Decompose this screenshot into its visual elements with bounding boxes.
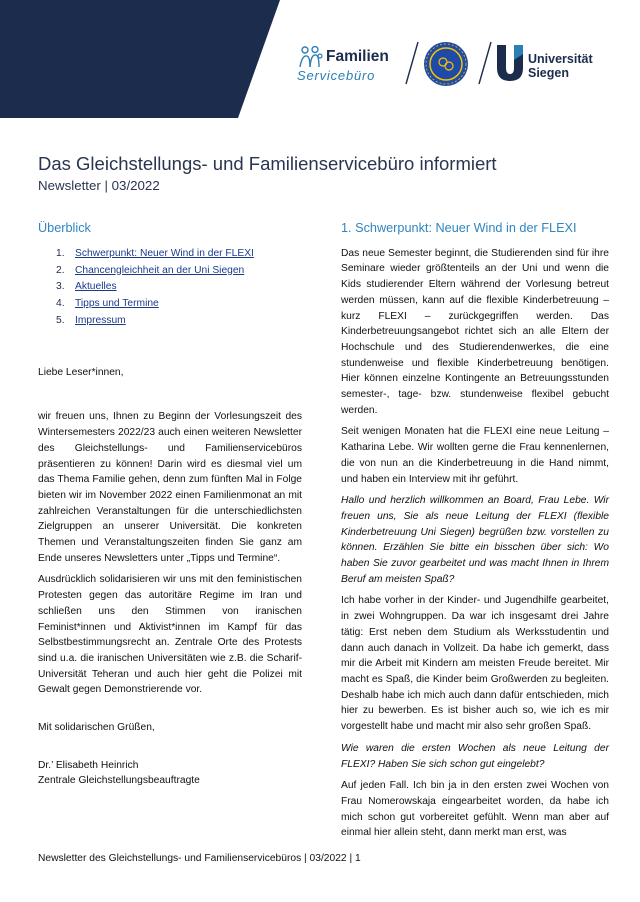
familien-logo-sub: Servicebüro bbox=[297, 68, 376, 83]
family-figures-icon bbox=[298, 46, 324, 68]
interview-question: Hallo und herzlich willkommen an Board, Frau Lebe. Wir freuen uns, Sie als neue Leitung der FLEXI (flexible Kinderbetreuung Uni Siegen) begrüßen bzw. vorstellen zu können. Erzählen Sie bitte ein bisschen über sich: Wo haben Sie zuvor gearbeitet und was macht Ihnen in Ihrem Beruf am meisten Spaß? bbox=[341, 495, 609, 585]
uni-logo-line1: Universität bbox=[528, 52, 593, 66]
article-paragraph: Das neue Semester beginnt, die Studierenden sind für ihre Seminare wieder größtenteils an der Uni und wenn die Kids studierender Eltern während der Vorlesung betreut werden müssen, kann auf die flexible Kinderbetreuung – kurz FLEXI – zurückgegriffen werden. Das Kinderbetreuungsangebot richtet sich an alle Eltern der Hochschule und des Studierendenwerkes, die eine stundenweise und flexible Kinderbetreuung benötigen. Hier können einzelne Kontingente an Betreuungsstunden semester-, tage- bzw. stundenweise flexibel gebucht werden. bbox=[341, 247, 609, 416]
header-corner-shape bbox=[0, 0, 280, 118]
header-logos bbox=[296, 38, 616, 88]
overview-item-number: 1. bbox=[56, 247, 65, 259]
overview-item-number: 4. bbox=[56, 298, 65, 310]
overview-link-schwerpunkt[interactable]: Schwerpunkt: Neuer Wind in der FLEXI bbox=[75, 247, 254, 259]
article-heading: 1. Schwerpunkt: Neuer Wind in der FLEXI bbox=[341, 221, 577, 235]
letter-paragraph: wir freuen uns, Ihnen zu Beginn der Vorlesungszeit des Wintersemesters 2022/23 auch einen weiteren Newsletter des Gleichstellungs- und Familienservicebüros präsentieren zu können! Darin wird es diesmal viel um das Thema Familie gehen, denn zum fünften Mal in Folge bieten wir im November 2022 einen Familienmonat an mit zahlreichen Veranstaltungen für die unterschiedlichsten Zielgruppen an unserer Universität. Die konkreten Themen und Veranstaltungszeiten finden Sie ganz am Ende unseres Newsletters unter „Tipps und Termine“. bbox=[38, 411, 302, 564]
letter-paragraph: Ausdrücklich solidarisieren wir uns mit den feministischen Protesten gegen das autoritäre Regime im Iran und schließen uns den Stimmen von iranischen Feminist*innen und Aktivist*innen im Kampf für das Selbstbestimmungsrecht an. Zentrale Orte des Protests sind u.a. die iranischen Universitäten wie z.B. die Scharif-Universität Teheran und auch hier geht die Polizei mit Gewalt gegen Demonstrierende vor. bbox=[38, 574, 302, 696]
letter-greeting: Liebe Leser*innen, bbox=[38, 366, 124, 378]
logo-divider bbox=[476, 40, 494, 86]
signature-name: Dr.’ Elisabeth Heinrich bbox=[38, 759, 139, 771]
interview-answer: Auf jeden Fall. Ich bin ja in den ersten zwei Wochen von Frau Nomerowskaja eingearbeitet worden, da habe ich mich schon gut vorbereitet gefühlt. Wenn man aber auf einmal hier allein steht, dann merkt man erst, was bbox=[341, 780, 609, 839]
uni-u-mark-icon bbox=[496, 44, 524, 82]
page-footer: Newsletter des Gleichstellungs- und Familienservicebüros | 03/2022 | 1 bbox=[38, 853, 361, 864]
overview-link-tipps[interactable]: Tipps und Termine bbox=[75, 298, 159, 310]
page-title: Das Gleichstellungs- und Familienservicebüro informiert bbox=[38, 153, 497, 174]
overview-link-chancengleichheit[interactable]: Chancengleichheit an der Uni Siegen bbox=[75, 264, 245, 276]
interview-answer: Ich habe vorher in der Kinder- und Jugendhilfe gearbeitet, in zwei Wohngruppen. Da war ich insgesamt drei Jahre tätig: Erst neben dem Studium als Werksstudentin und dann auch danach in Vollzeit. Da habe ich gemerkt, dass mir die Arbeit mit Kindern am meisten Freude bereitet. Mir macht es Spaß, die Kinder beim Großwerden zu begleiten. Deshalb habe ich mich auch dann dafür entschieden, mich hier zu bewerben. Es ist bisher auch so, wie ich es mir vorgestellt habe und macht mir also sehr großen Spaß. bbox=[341, 595, 609, 733]
signature-role: Zentrale Gleichstellungsbeauftragte bbox=[38, 775, 200, 787]
page-subtitle: Newsletter | 03/2022 bbox=[38, 178, 160, 193]
left-column bbox=[38, 221, 302, 789]
overview-item-number: 2. bbox=[56, 264, 65, 276]
familien-logo-word: Familien bbox=[326, 48, 389, 65]
overview-list bbox=[38, 246, 302, 330]
right-column bbox=[341, 221, 609, 841]
overview-item-number: 5. bbox=[56, 314, 65, 326]
logo-divider bbox=[403, 40, 421, 86]
article-paragraph: Seit wenigen Monaten hat die FLEXI eine neue Leitung – Katharina Lebe. Wir wollten gerne die Frau kennenlernen, die von nun an die Kinderbetreuung in die Hand nimmt, und haben ein Interview mit ihr geführt. bbox=[341, 426, 609, 485]
interview-question: Wie waren die ersten Wochen als neue Leitung der FLEXI? Haben Sie sich schon gut eingelebt? bbox=[341, 742, 609, 770]
overview-heading: Überblick bbox=[38, 221, 91, 235]
overview-item bbox=[56, 313, 302, 330]
familien-servicebuero-logo bbox=[296, 44, 406, 88]
overview-item bbox=[56, 263, 302, 280]
uni-logo-line2: Siegen bbox=[528, 65, 569, 80]
overview-item bbox=[56, 296, 302, 313]
overview-item bbox=[56, 279, 302, 296]
universitaet-siegen-logo bbox=[496, 42, 616, 86]
overview-item bbox=[56, 246, 302, 263]
letter-closing: Mit solidarischen Grüßen, bbox=[38, 722, 155, 734]
overview-link-impressum[interactable]: Impressum bbox=[75, 314, 126, 326]
overview-link-aktuelles[interactable]: Aktuelles bbox=[75, 281, 117, 293]
equality-seal-icon bbox=[422, 40, 470, 88]
overview-item-number: 3. bbox=[56, 281, 65, 293]
